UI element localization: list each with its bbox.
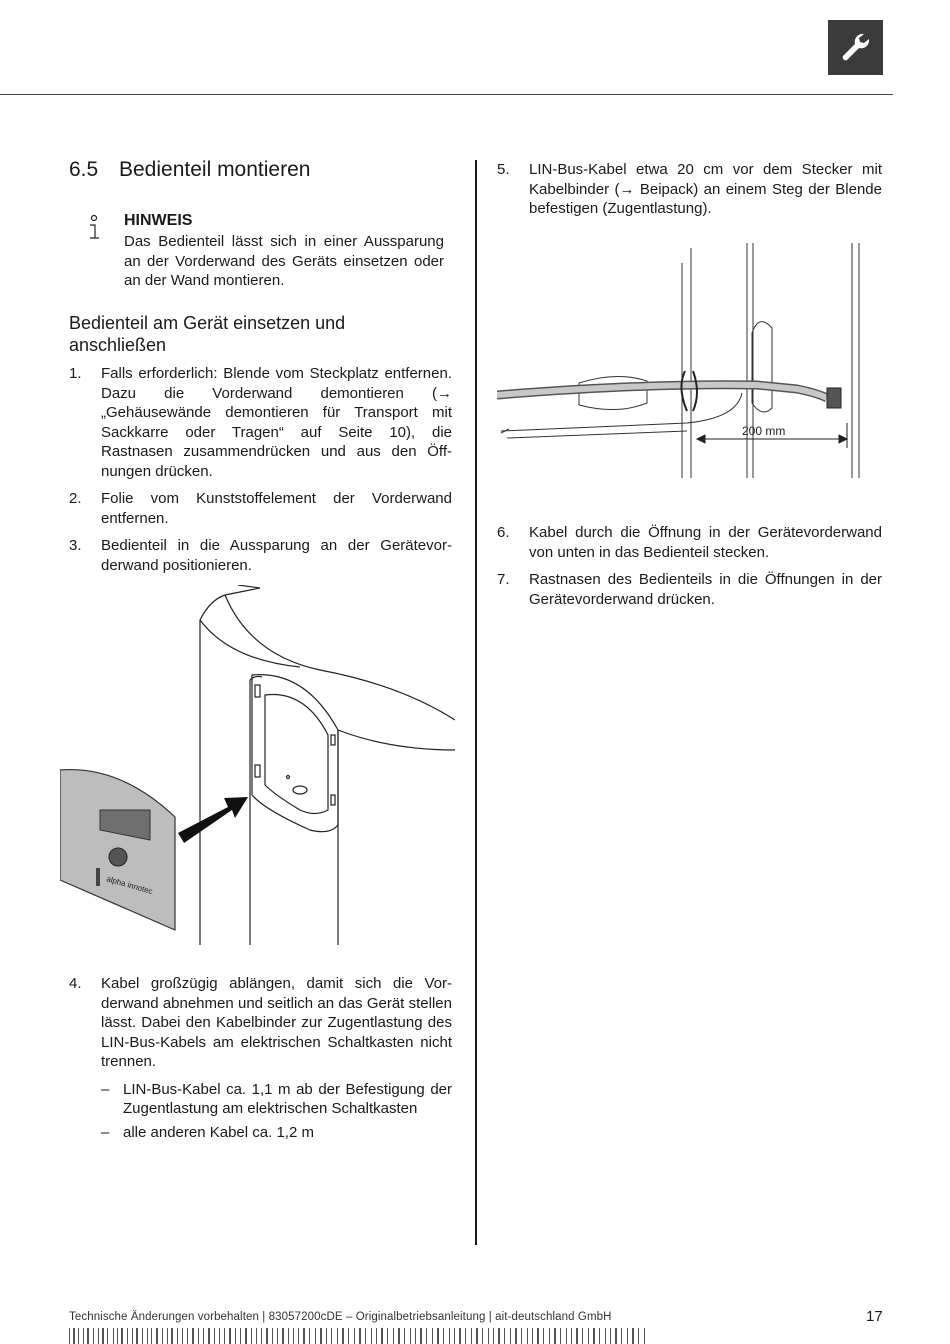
sub-list (101, 1080, 452, 1143)
section-number: 6.5 (69, 158, 99, 181)
sub-item (101, 1123, 452, 1143)
step-item (497, 523, 882, 562)
header-rule (0, 94, 893, 95)
steps-right (497, 160, 882, 219)
footer-text: Technische Änderungen vorbehalten | 83057200cDE – Originalbetriebsanleitung | ait-deutschland GmbH (69, 1311, 612, 1323)
step-text: Rastnasen des Bedienteils in die Öffnungen in der Gerätevorderwand drücken. (529, 571, 882, 608)
section-title-text: Bedienteil montieren (119, 158, 311, 181)
subheading: Bedienteil am Gerät einsetzen und anschließen (69, 313, 346, 355)
step-text: Kabel durch die Öffnung in der Gerätevorderwand von unten in das Bedienteil stecken. (529, 524, 882, 561)
brand-label: alpha innotec (105, 874, 154, 897)
dimension-label: 200 mm (742, 424, 786, 438)
step-text: Folie vom Kunststoffelement der Vorderwand entfernen. (101, 490, 452, 527)
step-number: 2. (69, 490, 82, 507)
step-item (69, 974, 452, 1142)
steps-left-continued (69, 974, 452, 1146)
step-number: 3. (69, 537, 82, 554)
step-item (497, 570, 882, 609)
sub-item (101, 1080, 452, 1119)
step-text: Kabel großzügig ablängen, damit sich die Vorderwand abnehmen und seitlich an das Gerät stellen lässt. Dabei den Kabelbinder zur Zugentlastung des LIN-Bus-Kabels am elektrischen Schaltkasten nicht trennen. (101, 975, 452, 1070)
steps-right-continued (497, 523, 882, 609)
section-title (69, 158, 310, 182)
info-icon (86, 214, 100, 242)
dash-marker: – (101, 1123, 110, 1141)
wrench-icon (828, 20, 883, 75)
step-text: Falls erforderlich: Blende vom Steckplatz entfernen. Dazu die Vorderwand demontieren (→ „Gehäusewände demontieren für Transport mit Sackkarre oder Tragen“ auf Seite 10), die Rastnasen zusammendrücken und aus den Öffnungen drücken. (101, 365, 452, 480)
control-panel-illustration (60, 585, 455, 950)
cable-tie-illustration (497, 243, 882, 483)
hint-heading: HINWEIS (124, 212, 193, 229)
step-text: LIN-Bus-Kabel etwa 20 cm vor dem Stecker mit Kabelbinder (→ Beipack) an einem Steg der Blende befestigen (Zugentlastung). (529, 161, 882, 217)
step-number: 7. (497, 571, 510, 588)
step-item (69, 364, 452, 481)
dash-marker: – (101, 1080, 110, 1098)
step-number: 1. (69, 365, 82, 382)
step-item (69, 489, 452, 528)
step-item (69, 536, 452, 575)
step-number: 5. (497, 161, 510, 178)
page-number: 17 (866, 1308, 883, 1325)
steps-left (69, 364, 452, 575)
step-text: Bedienteil in die Aussparung an der Gerätevorderwand positionieren. (101, 537, 452, 574)
column-divider (475, 160, 477, 1245)
step-item (497, 160, 882, 219)
step-number: 4. (69, 975, 82, 992)
sub-text: alle anderen Kabel ca. 1,2 m (123, 1123, 314, 1141)
hint-text: Das Bedienteil lässt sich in einer Aussparung an der Vorderwand des Geräts einsetzen oder an der Wand montieren. (124, 233, 444, 289)
step-number: 6. (497, 524, 510, 541)
sub-text: LIN-Bus-Kabel ca. 1,1 m ab der Befestigung der Zugentlastung am elektrischen Schaltkasten (123, 1080, 452, 1117)
